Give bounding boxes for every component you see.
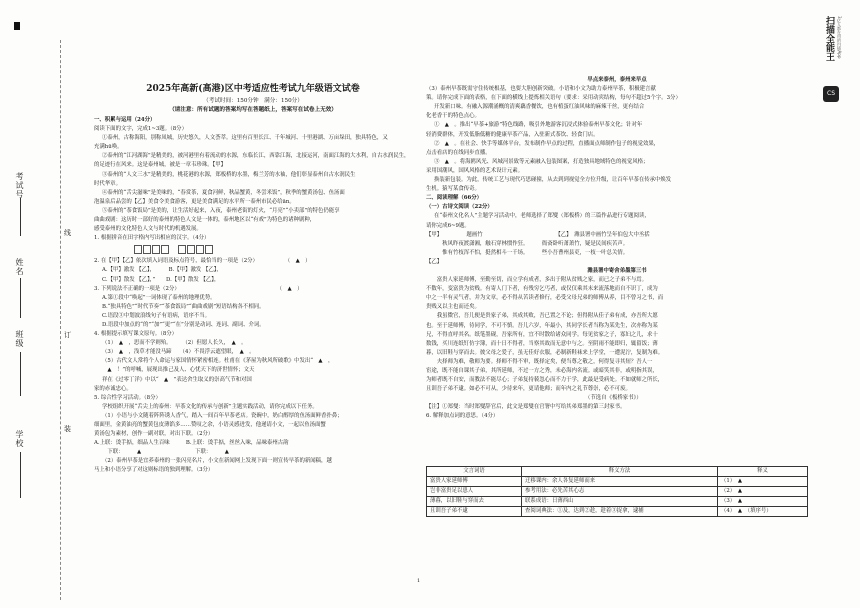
text-line: A.第①段中“唤起”一词体现了泰州的地理优势。: [102, 294, 216, 301]
table-row: [427, 507, 808, 517]
text-line: 化老香干的特色点心。: [426, 113, 480, 120]
cut-char-zhuang: 线: [64, 229, 71, 237]
table-cell: 岂非富贵足以患人: [427, 487, 522, 497]
text-line: 黄汤包为素材，创作一副对联，对出下联。（2分）: [94, 431, 214, 438]
text-line: ② ▲ 。在社会、快手等媒体平台，发布制作早点的过程，直播面点师制作包子的视觉效果，: [434, 140, 660, 147]
text-line: D.语段中加点的“的”“加”“更”“在”分别是动词、连词、副词、介词。: [102, 321, 265, 328]
exam-title: 2025年高新(高港)区中考适应性考试九年级语文试卷: [146, 84, 360, 94]
text-line: 细面里，金黄油亮的蟹黄包皮薄馅多……赞叹之余，小语灵感迸发，他递请小文，一起以鱼汤面蟹: [94, 422, 326, 428]
text-line: ③泰州的“人文三水”是精美的，桃花港的水源，郑板桥的水墨，梅兰芳的水袖，他们彰显泰州自古水润民生: [102, 171, 356, 178]
table-cell: 迁移课内：余人各复延师而来: [522, 477, 718, 487]
text-line: ③ ▲ 。将海鸥风光、风城河景致等元素融入包装图案，打造独具地域特色的视觉风格；: [434, 158, 649, 165]
text-line: 不数年，变富贵为贫贱。有寄人门下者，有残穷乞丐者，或仅仅乘其末来流落地而自不识丁，成为: [426, 286, 658, 293]
text-line: ④泰州的“舌尖滋味”是美味的，“春赏茶，夏食河鲜，秋品蟹黄，冬尝米饭”，秋季的蟹黄汤包、鱼汤面: [102, 189, 345, 196]
text-line: 充满hū唤。: [94, 144, 123, 151]
text-line: 生机。猿写某食传奇。: [426, 186, 480, 193]
grid-cell[interactable]: [161, 245, 169, 254]
text-line: 学校组织开展“舌尖上的泰州：早茶文化的传承与创新”主题实践活动，请你完成以下任务。: [102, 403, 318, 410]
grid-cell[interactable]: [152, 245, 160, 254]
text-line: 秋风昨夜渡潇湘，触石穿林惯作狂。 衙斋卧听萧萧竹，疑是民间疾苦声。: [426, 240, 629, 247]
table-row: [427, 497, 808, 507]
text-line: （2）泰州早茶是宜养泰州的一张闪亮名片，小文在新闻网上发现下面一则宣传早茶的新闻稿，越: [102, 458, 332, 465]
text-line: （5）古代文人常将个人命运与家国情怀紧密相连。杜甫在《茅屋为秋风所破歌》中发出“ ▲ ，: [102, 358, 334, 365]
text-line: 下联： ▲ 下联： ▲: [102, 449, 229, 456]
table-header: 文言词语: [427, 467, 522, 477]
exam-duration: （考试时间：150分钟 满分：150分）: [203, 98, 303, 104]
table-cell: （2） ▲: [717, 487, 807, 497]
text-line: ▲ ！”的呼喊，展现出推己及人、心忧天下的济世情怀；文天: [102, 367, 255, 374]
field-name: 姓名: [15, 258, 24, 276]
text-line: 1. 根据拼音在田字格内写出相应的汉字。（4分）: [94, 235, 210, 242]
grid-cell[interactable]: [205, 245, 213, 254]
text-line: 宦途，既不能自课其子弟，其所延师，不过一方之秀，未必海内名流。或暗笑其非，或明指其误，: [426, 368, 658, 374]
cut-char-xian: 装: [64, 425, 71, 433]
text-line: 马上和小语分享了对这则标语的独到理解。（3分）: [94, 467, 214, 474]
text-line: 家的赤诚忠心。: [94, 385, 132, 392]
cut-char-ding: 订: [64, 331, 71, 339]
table-cell: （4） ▲ （填序号）: [717, 507, 807, 517]
field-line-name: [20, 278, 21, 318]
text-line: 3. 下列说法不正确的一项是（2分） （ ▲ ）: [94, 285, 303, 292]
pinyin-grid: [94, 243, 412, 257]
text-line: 早点来泰州，泰州来早点: [587, 77, 647, 83]
grid-cell[interactable]: [187, 245, 195, 254]
text-line: 6. 解释加点词的意思。（4分）: [426, 413, 499, 420]
text-line: ②泰州的“江河湖海”是精美的，被河港里有着流动的水源，东临长江，西靠江海，北接运河，南面江海的大水利，自古水润民生，: [102, 153, 410, 160]
text-line: 感受泰州的文化特色人文与时代的机遇发展。: [94, 226, 202, 233]
table-header-row: [427, 467, 808, 477]
text-line: 5. 综合性学习活动。（8分）: [94, 394, 161, 401]
text-line: C.语段③中划波浪线句子有语病，语序不当。: [102, 312, 211, 319]
text-line: 曲曲戏剧：这历时一部好的泰州的特色人文是一体的，泰州地区以“有戏”为特色的诸种剧种，: [94, 217, 316, 224]
text-line: 中之一半有灵气者，并为文章，必不得从苦读者修行，必受父母兄弟的师傅从养，目不曾习之书，而: [426, 295, 664, 302]
text-line: ⑤泰州的“茶食饭局”是美的，让生活好起来，入夜，泰州老街的灯火，“月亮”“小卖部”的特色仍能享: [102, 207, 340, 214]
text-line: 策。请你完成下面的表格，在下面的横线上提炼相关语句（要求：采用动宾结构，每句不超过5个字。3分）: [426, 95, 681, 102]
field-line-school: [20, 452, 21, 498]
text-line: 2. 在【甲】【乙】依次填入词语及标点符号，最恰当的一项是（2分） （ ▲ ）: [94, 258, 311, 265]
table-header: 释义方法: [522, 467, 718, 477]
table-cell: 参考用法：必先苦其心志: [522, 487, 718, 497]
text-line: B.“独具特色”“时代节奏”“茶食饭局”“曲曲戏剧”短语结构各不相同。: [102, 303, 265, 310]
text-line: 时代华章。: [94, 180, 121, 187]
text-line: 泡温泉后品尝的【乙】美食令美食游客，更是美食满足的水平所一泰州市民必给ān。: [94, 198, 295, 205]
text-line: （节选自《板桥家书》）: [426, 395, 642, 402]
table-header: 释义: [717, 467, 807, 477]
field-school: 学校: [15, 430, 24, 448]
text-line: 点击看店的在线同步直播。: [426, 149, 491, 156]
page-number: 1: [417, 578, 421, 584]
table-cell: （1） ▲: [717, 477, 807, 487]
text-line: 【乙】: [426, 258, 443, 265]
text-line: 采用国潮风，国风风格的艺术设计元素。: [426, 167, 524, 174]
text-line: 开发新口味。有融入源潮涌概的清爽藕香餐饮，也有植蛋红油风味的麻辣干丝，更有结合: [434, 104, 645, 111]
text-line: （1） ▲ ，思而不学则殆。 （2）但愿人长久， ▲ 。: [102, 340, 247, 347]
text-line: 请你完成6~9题。: [426, 222, 470, 229]
text-line: 二、阅读理解（66分）: [426, 195, 483, 202]
text-line: 为师者既不自安，而教法不能尽心；子弟复持藐忽心而不力于学，此最是受病处。不如就师之所长，: [426, 377, 664, 384]
text-line: 我虽微官，吾儿便是贵家子弟，其成其败，吾已置之不论；但得附从佳子弟有成，亦吾所大愿: [426, 313, 658, 320]
text-line: （1）小语与小文随着阵阵诱人香气，踏入一间百年早茶老店。瓷碗中，奶白醇厚的鱼汤面鲜香扑鼻；: [102, 412, 343, 419]
right-column: [426, 0, 808, 608]
text-line: 4. 根据提示填写课文原句。（8分）: [94, 331, 178, 338]
text-line: （一）古诗文阅读（22分）: [426, 204, 493, 211]
text-line: 富贵人家延师傅，至勤至切，而立学有成者，多出于附从贫贱之家，而已之子弟不与焉。: [426, 277, 648, 284]
text-line: 兄，不得直呼其名。纸笔墨砚，吾家所有，宜不时散给诸众同学。每见贫家之子，寡妇之儿，求十: [426, 331, 658, 338]
text-line: 也。至于延师傅，待同学，不可不慎。吾儿六岁，年最小，其同学长者当称为某先生，次亦称为某: [426, 322, 658, 329]
binding-cut-line: [60, 40, 61, 600]
text-line: ① ▲ 。推出“早茶+旅游”特色线路，吸引外地游客沉浸式体验泰州早茶文化；针对年: [434, 122, 643, 129]
text-line: 祥在《过零丁洋》中以“ ▲ ”表达舍生取义的崇高气节和对国: [102, 376, 252, 383]
grid-cell[interactable]: [134, 245, 142, 254]
text-line: 的足迹行在风来。这是泰州城，被是一章韦珍珠。【甲】: [94, 162, 227, 169]
text-line: ①泰州，古称海阳，别称凤城，历史悠久，人文荟萃。这里有百里长江、千年城河、十里港湖、万亩垛田，独具特色，又: [102, 135, 388, 142]
text-line: 轻消费群体，开发低脂低糖的健康早茶产品，入驻新式茶饮、轻食门店。: [426, 131, 599, 138]
text-line: A.【甲】激发 【乙】， B.【甲】激发 【乙】，: [102, 267, 222, 274]
text-line: C.【甲】散发 【乙】，” D.【甲】散发 【乙】，: [102, 276, 220, 283]
registration-mark: [14, 22, 20, 30]
right-text-body: [426, 76, 808, 422]
table-cell: 薄暮，以旧鞋与穿而去: [427, 497, 522, 507]
text-line: （3）泰州早茶既需守住传统根基，也要大胆创新突破。小语和小文为助力泰州早茶，积极建言献: [426, 86, 656, 93]
table-cell: 联系成语：日薄西山: [522, 497, 718, 507]
table-cell: （3） ▲: [717, 497, 807, 507]
exam-notice: （请注意：所有试题的答案均写在答题纸上，答案写在试卷上无效）: [169, 107, 337, 113]
text-line: 潍县署中寄舍弟墨第三书: [587, 267, 647, 274]
vocab-table: [426, 466, 808, 517]
field-line-exam-number: [20, 198, 21, 236]
left-column: [94, 0, 412, 608]
text-line: 暮，以旧鞋与穿而去。彼父母之爱子，虽无佳好衣服，必制新鞋袜来上学堂，一遭泥泞，复制为难。: [426, 349, 664, 356]
text-line: 一、积累与运用（24分）: [94, 117, 156, 123]
text-line: 且训吾子弟不逮。如必不可从，少待来年，更请他师；而年内之礼节尊崇，必不可废。: [426, 386, 631, 393]
field-exam-number: 考试号: [15, 172, 24, 199]
brand-name: 扫描全能王: [824, 16, 834, 61]
field-line-class: [20, 352, 21, 396]
text-line: 惟有竹枝浑不怕，挺然相斗一千场。 些小吾曹州县吏，一枝一叶总关情。: [426, 249, 629, 256]
grid-cell[interactable]: [196, 245, 204, 254]
text-line: 贵贱又以主也而还矣。: [426, 304, 580, 311]
text-line: 在“泰州文化名人”主题学习活动中，老师选择了郑燮（郑板桥）的三篇作品进行专题阅读，: [434, 213, 650, 220]
text-line: 阅读下面的文字，完成1~3题。（8分）: [94, 126, 187, 133]
text-line: 夫择师为难，敬师为要。择师不得不审，既择定矣，便当尊之敬之，何得复寻其短？吾人一: [426, 358, 653, 365]
text-line: 数钱，买川连纸钉仿字簿，而十日不得者，当察其故而无意中与之。至阴雨不能即归，辄留饭；薄: [426, 340, 658, 347]
table-cell: 查阅词典法：①及，达到②趁，趁着③捉拿，逮捕: [522, 507, 718, 517]
text-line: 【甲】 题画竹 【乙】 潍县署中画竹呈年伯包大中丞括: [426, 231, 650, 238]
table-row: [427, 487, 808, 497]
table-cell: 富贵人家延师傅: [427, 477, 522, 487]
text-line: A.上联：烫手掂，细品人生百味 B.上联：烫手掂，丝丝入味，品味泰州古韵: [94, 440, 289, 447]
text-line: 【注】①郑燮：当时郑燮辞官后，此文是郑燮在官署中写给其弟郑墨的第三封家书。: [426, 404, 626, 411]
scanner-watermark: [820, 8, 846, 118]
brand-tagline: 3亿人都在用的扫描App: [837, 16, 842, 59]
cs-logo-icon: CS: [823, 86, 839, 102]
table-row: [427, 477, 808, 487]
left-text-body: [94, 116, 412, 476]
text-line: 换装新包装。为此，传统工艺与现代巧思碰撞，从去到到视觉全方位升级，让百年早茶在传承中焕发: [434, 177, 672, 184]
grid-cell[interactable]: [143, 245, 151, 254]
table-cell: 且训吾子弟不逮: [427, 507, 522, 517]
binding-margin: [0, 0, 92, 608]
text-line: （3） ▲ ，浅草才能没马蹄 （4）不畏浮云遮望眼， ▲ 。: [102, 349, 255, 356]
field-class: 班级: [15, 330, 24, 348]
grid-cell[interactable]: [178, 245, 186, 254]
